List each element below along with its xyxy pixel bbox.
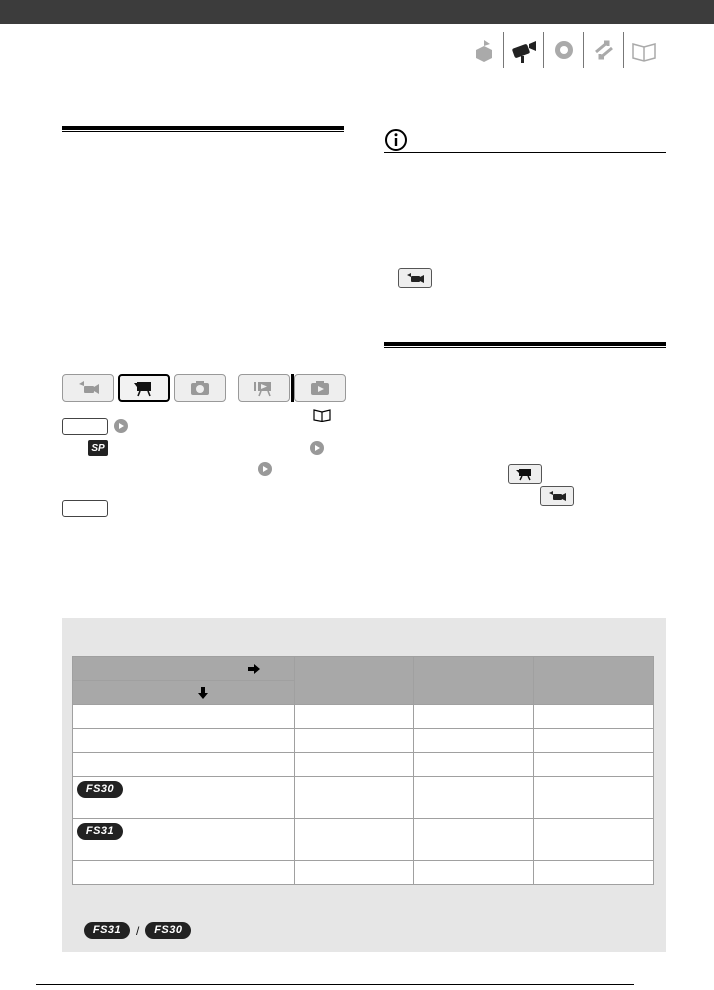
footnote-models [84,922,191,939]
sp-mode-badge: SP [88,440,108,456]
next-step-icon [114,419,128,433]
movie-record-button-icon [508,464,542,484]
intro-icon [464,32,504,68]
table-header-memory [73,681,295,705]
next-step-icon [310,441,324,455]
section-rule-left [62,126,344,132]
recording-time-table [72,656,654,885]
func-key-button [62,418,108,435]
photo-camera-icon [544,32,584,68]
info-icon [384,128,408,152]
top-bar [0,0,714,24]
table-row [73,777,654,819]
chapter-navigation [464,32,670,68]
model-badge: FS31 [84,922,130,939]
section-rule-right [384,342,666,348]
badge-separator: / [136,923,140,938]
table-header-mode [73,657,295,681]
model-badge: FS30 [145,922,191,939]
page-reference-icon [313,408,331,422]
movie-camera-icon [504,32,544,68]
dual-shot-button-icon [540,486,574,506]
table-row [73,705,654,729]
operating-mode-selector [62,374,344,402]
table-row [73,729,654,753]
transfer-arrows-icon [584,32,624,68]
photo-playback-icon [294,374,346,402]
movie-record-icon [118,374,170,402]
arrow-right-icon [248,664,260,674]
bottom-rule [36,984,634,985]
table-header-col [414,657,534,705]
table-header-col [534,657,654,705]
func-key-button [62,500,108,517]
note-rule [384,152,666,153]
model-badge: FS31 [77,823,123,840]
dual-shot-icon [62,374,114,402]
table-row [73,861,654,885]
table-row [73,753,654,777]
arrow-down-icon [198,687,208,699]
table-row [73,819,654,861]
photo-record-icon [174,374,226,402]
movie-playback-icon [238,374,290,402]
next-step-icon [258,462,272,476]
dual-shot-button-icon [398,268,432,288]
model-badge: FS30 [77,781,123,798]
table-header-col [294,657,414,705]
open-book-icon [624,32,664,68]
